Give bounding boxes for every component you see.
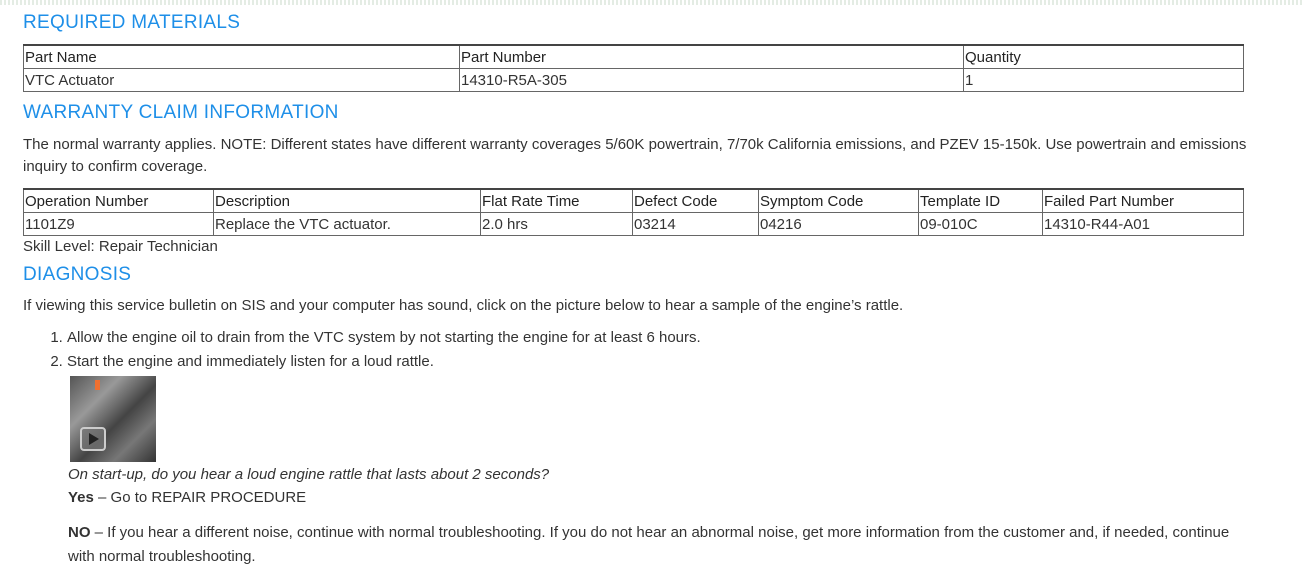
col-header: Quantity xyxy=(964,45,1244,69)
skill-level: Skill Level: Repair Technician xyxy=(23,238,218,255)
cell: 04216 xyxy=(759,213,919,236)
col-header: Part Number xyxy=(460,45,964,69)
col-header: Description xyxy=(214,189,481,213)
yes-label: Yes xyxy=(68,489,94,506)
materials-table xyxy=(23,44,1244,92)
no-answer xyxy=(23,521,1248,569)
cell: 03214 xyxy=(633,213,759,236)
no-text: – If you hear a different noise, continue with normal troubleshooting. If you do not hear an abnormal noise, get more information from the customer and, if needed, continue with normal troubleshooting. xyxy=(68,524,1230,565)
play-icon[interactable] xyxy=(80,427,106,451)
cell: 2.0 hrs xyxy=(481,213,633,236)
diagnosis-steps xyxy=(23,326,1253,374)
warranty-text: The normal warranty applies. NOTE: Different states have different warranty coverages 5/60K powertrain, 7/70k California emissions, and PZEV 15-150k. Use powertrain and emissions inquiry to confirm coverage. xyxy=(23,136,1247,175)
top-border xyxy=(0,0,1304,5)
engine-rattle-video-thumbnail[interactable] xyxy=(70,376,156,462)
diagnosis-heading: DIAGNOSIS xyxy=(23,264,132,285)
cell: VTC Actuator xyxy=(24,69,460,92)
col-header: Flat Rate Time xyxy=(481,189,633,213)
yes-text: – Go to REPAIR PROCEDURE xyxy=(93,489,307,506)
no-label: NO xyxy=(68,524,91,541)
yes-answer xyxy=(23,487,1253,509)
col-header: Symptom Code xyxy=(759,189,919,213)
cell: Replace the VTC actuator. xyxy=(214,213,481,236)
step-item: 1. Allow the engine oil to drain from the VTC system by not starting the engine for at least 6 hours. xyxy=(67,326,1253,350)
warranty-heading: WARRANTY CLAIM INFORMATION xyxy=(23,102,339,123)
col-header: Part Name xyxy=(24,45,460,69)
diagnosis-intro: If viewing this service bulletin on SIS and your computer has sound, click on the picture below to hear a sample of the engine’s rattle. xyxy=(23,297,904,314)
col-header: Operation Number xyxy=(24,189,214,213)
cell: 14310-R44-A01 xyxy=(1043,213,1244,236)
col-header: Template ID xyxy=(919,189,1043,213)
diagnosis-question: On start-up, do you hear a loud engine rattle that lasts about 2 seconds? xyxy=(68,466,550,483)
cell: 14310-R5A-305 xyxy=(460,69,964,92)
cell: 1 xyxy=(964,69,1244,92)
required-materials-heading: REQUIRED MATERIALS xyxy=(23,12,241,33)
warranty-table xyxy=(23,188,1244,236)
table-row xyxy=(24,213,1244,236)
col-header: Failed Part Number xyxy=(1043,189,1244,213)
step-item: 2. Start the engine and immediately listen for a loud rattle. xyxy=(67,350,1253,374)
table-row xyxy=(24,69,1244,92)
col-header: Defect Code xyxy=(633,189,759,213)
cell: 1101Z9 xyxy=(24,213,214,236)
cell: 09-010C xyxy=(919,213,1043,236)
